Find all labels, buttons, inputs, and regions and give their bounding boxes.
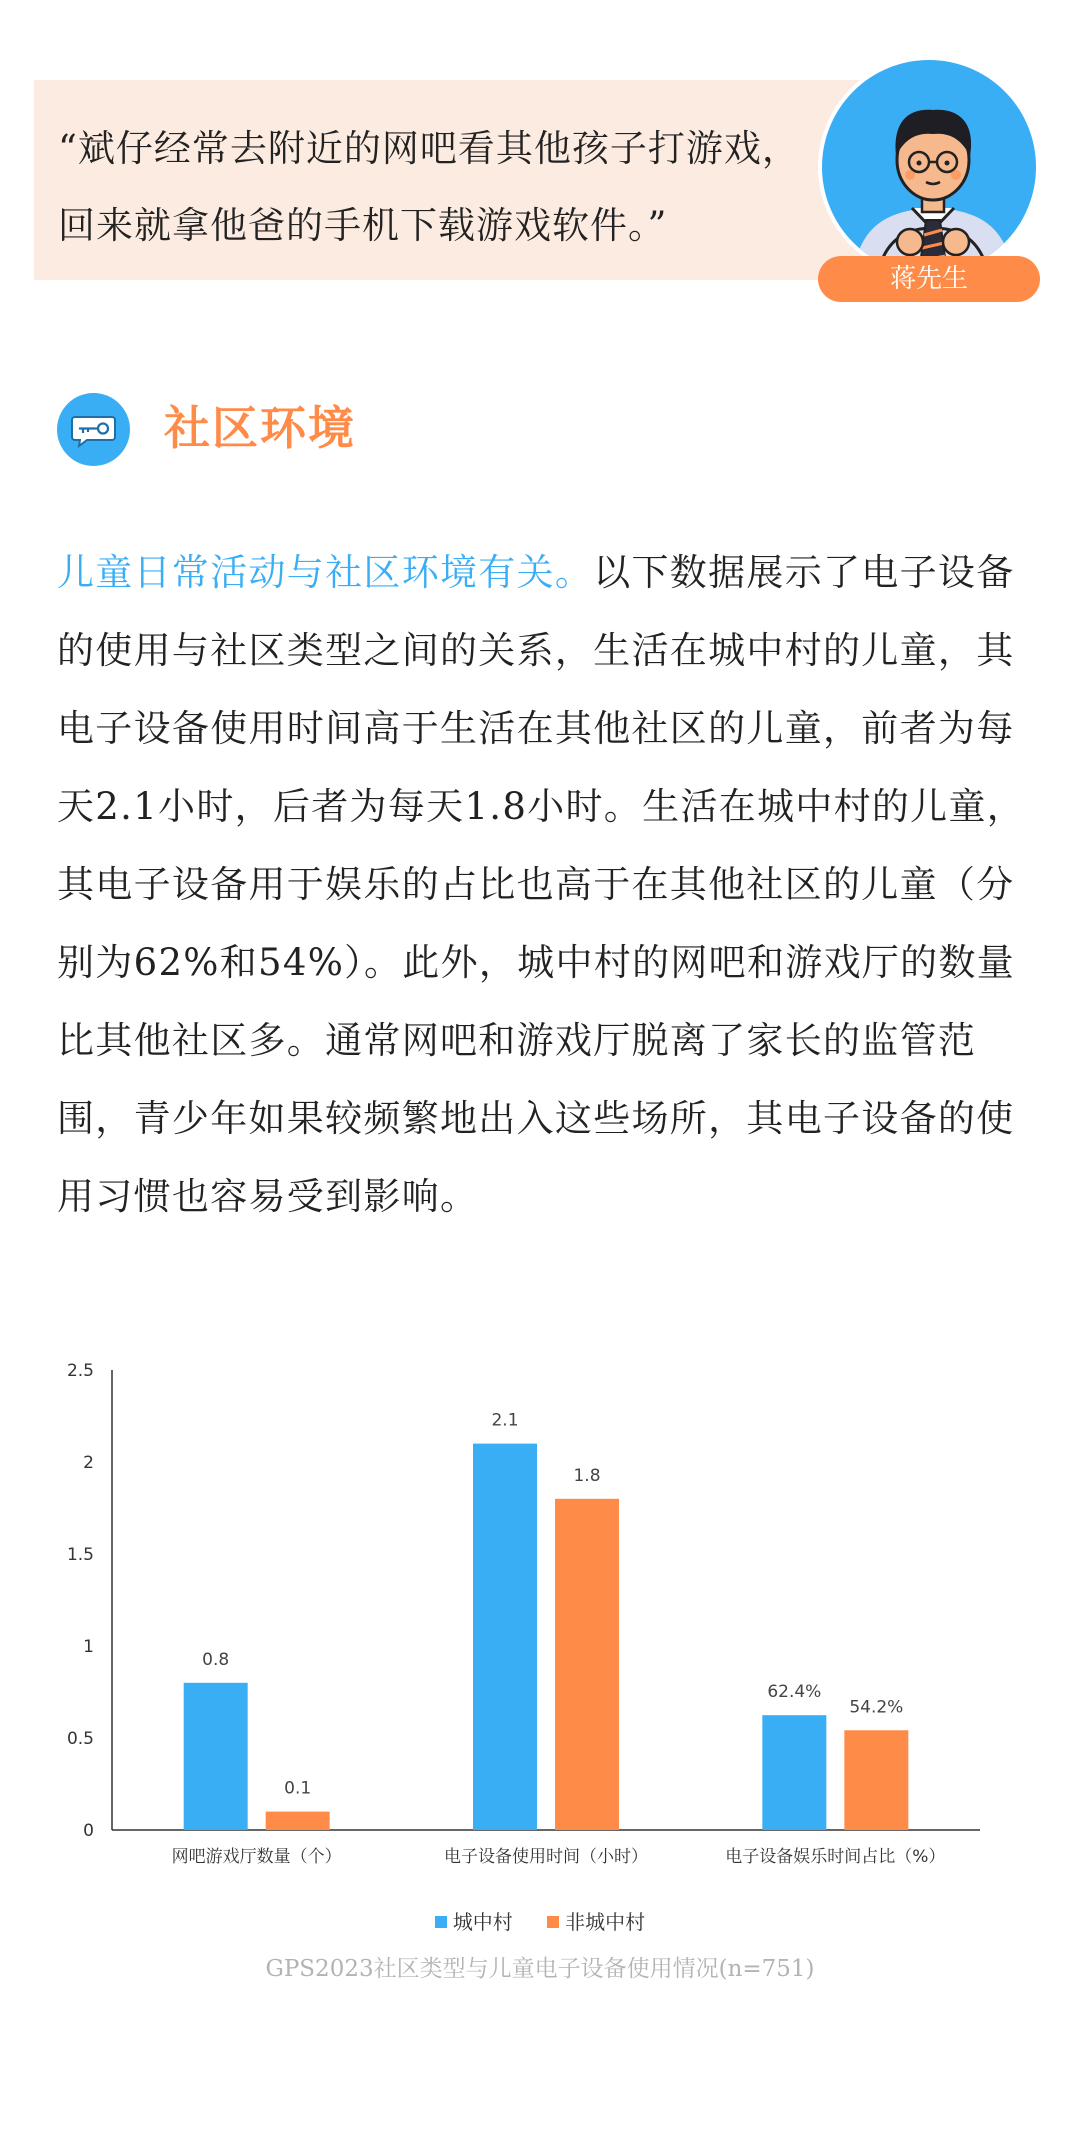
legend-item-series-1 <box>435 1906 513 1935</box>
chart-legend <box>0 1906 1080 1935</box>
legend-label: 城中村 <box>452 1910 513 1934</box>
data-label: 62.4% <box>767 1682 822 1703</box>
y-tick-label: 1.5 <box>66 1545 94 1565</box>
bar <box>473 1444 537 1830</box>
data-label: 0.8 <box>202 1649 230 1670</box>
x-tick-label: 电子设备使用时间（小时） <box>444 1847 648 1867</box>
body-paragraph <box>57 534 1027 1236</box>
data-label: 1.8 <box>573 1465 601 1486</box>
data-label: 54.2% <box>849 1697 904 1718</box>
data-label: 2.1 <box>491 1410 519 1431</box>
speaker-name-badge: 蒋先生 <box>818 256 1040 302</box>
chart-caption: GPS2023社区类型与儿童电子设备使用情况(n=751) <box>265 1956 815 1982</box>
bar <box>266 1812 330 1830</box>
legend-swatch-blue <box>435 1916 447 1928</box>
y-tick-label: 0.5 <box>66 1729 94 1749</box>
x-tick-label: 电子设备娱乐时间占比（%） <box>725 1847 946 1867</box>
section-title: 社区环境 <box>164 401 356 455</box>
bar-chart <box>0 1340 1080 1950</box>
legend-swatch-orange <box>547 1916 559 1928</box>
y-tick-label: 1 <box>83 1637 94 1657</box>
bar <box>762 1715 826 1830</box>
y-tick-label: 2 <box>83 1453 94 1473</box>
bar <box>555 1499 619 1830</box>
x-tick-label: 网吧游戏厅数量（个） <box>171 1847 342 1867</box>
body-highlight: 儿童日常活动与社区环境有关。 <box>57 551 594 594</box>
body-text: 以下数据展示了电子设备的使用与社区类型之间的关系，生活在城中村的儿童，其电子设备使用时间高于生活在其他社区的儿童，前者为每天2.1小时，后者为每天1.8小时。生活在城中村的儿童，其电子设备用于娱乐的占比也高于在其他社区的儿童（分别为62%和54%）。此外，城中村的网吧和游戏厅的数量比其他社区多。通常网吧和游戏厅脱离了家长的监管范围，青少年如果较频繁地出入这些场所，其电子设备的使用习惯也容易受到影响。 <box>57 551 1026 1218</box>
quote-text: “斌仔经常去附近的网吧看其他孩子打游戏，回来就拿他爸的手机下载游戏软件。” <box>58 127 800 247</box>
y-tick-label: 0 <box>83 1821 94 1841</box>
y-tick-label: 2.5 <box>66 1361 94 1381</box>
data-label: 0.1 <box>284 1778 312 1799</box>
bar <box>184 1683 248 1830</box>
man-with-tie-avatar-icon <box>818 56 1040 278</box>
legend-item-series-2 <box>547 1906 645 1935</box>
legend-label: 非城中村 <box>565 1910 646 1934</box>
chat-key-icon <box>57 393 130 466</box>
bar <box>844 1730 908 1830</box>
